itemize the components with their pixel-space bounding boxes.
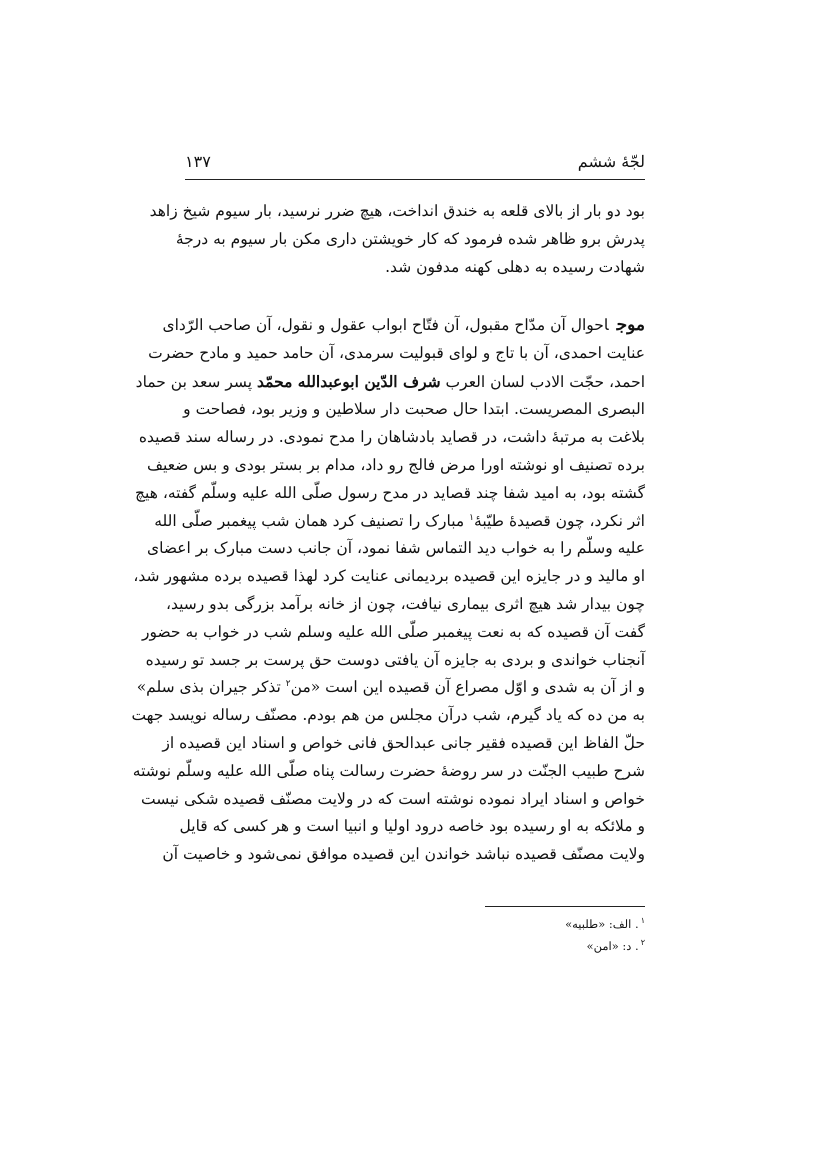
paragraph-line xyxy=(154,508,645,536)
paragraph-line: چون بیدار شد هیچ اثری بیماری نیافت، چون از خانه برآمد بزرگی بدو رسید، xyxy=(165,594,645,613)
paragraph-1 xyxy=(149,198,645,281)
paragraph-line: شرح طبیب الجنّت در سر روضهٔ حضرت رسالت پناه صلّی الله علیه وسلّم نوشته xyxy=(132,761,645,780)
paragraph-line: پدرش برو ظاهر شده فرمود که کار خویشتن داری مکن بار سیوم به درجهٔ xyxy=(175,229,645,248)
footnote-text: . د: «امن» xyxy=(586,939,639,953)
page-number: ۱۳۷ xyxy=(185,152,211,171)
paragraph-line: ولایت مصنّف قصیده نباشد خواندن این قصیده موافق نمی‌شود و خاصیت آن xyxy=(162,845,645,864)
footnote-reference: ۱ xyxy=(469,512,475,523)
footnote-text: . الف: «طلبیه» xyxy=(565,917,639,931)
footnote-item xyxy=(485,935,645,957)
footnotes xyxy=(485,913,645,957)
paragraph-line: حلّ الفاظ این قصیده فقیر جانی عبدالحق فانی خواص و اسناد این قصیده از xyxy=(162,733,645,752)
person-name-bold: شرف الدّین ابوعبدالله محمّد xyxy=(256,371,441,391)
paragraph-line: شهادت رسیده به دهلی کهنه مدفون شد. xyxy=(385,257,645,276)
footnote-reference: ۲ xyxy=(285,679,291,690)
paragraph-line: آنجناب خواندی و بردی به جایزه آن یافتی دوست حق پرست بر جسد تو رسیده xyxy=(145,650,645,669)
footnote-item xyxy=(485,913,645,935)
paragraph-line: بود دو بار از بالای قلعه به خندق انداخت، هیچ ضرر نرسید، بار سیوم شیخ زاهد xyxy=(149,202,645,220)
paragraph-line: برده تصنیف او نوشته اورا مرض فالج رو داد، مدام بر بستر بودی و بس ضعیف xyxy=(146,455,645,474)
section-lead-word: موج xyxy=(616,315,645,335)
footnote-divider xyxy=(485,906,645,907)
paragraph-text: پسر سعد بن حماد xyxy=(135,372,253,391)
paragraph-line: به من ده که یاد گیرم، شب درآن مجلس من هم بودم. مصنّف رساله نویسد جهت xyxy=(131,706,645,725)
footnote-number: ۱ xyxy=(640,916,645,926)
running-header xyxy=(185,152,645,176)
paragraph-line: خواص و اسناد ایراد نموده نوشته است که در ولایت مصنّف قصیده شکی نیست xyxy=(141,789,645,808)
paragraph-line xyxy=(136,674,645,702)
paragraph-text: تذکر جیران بذی سلم» xyxy=(136,678,281,697)
paragraph-line: علیه وسلّم را به خواب دید التماس شفا نمود، آن جانب دست مبارک بر اعضای xyxy=(147,539,645,558)
paragraph-text: و از آن به شدی و اوّل مصراع آن قصیده این است «من xyxy=(290,678,645,697)
paragraph-line: و ملائکه به او رسیده بود خاصه درود اولیا و انبیا است و هر کسی که قایل xyxy=(179,817,645,836)
paragraph-text: احوال آن مدّاح مقبول، آن فتّاح ابواب عقول و نقول، آن صاحب الرّدای xyxy=(162,316,609,334)
chapter-title: لجّهٔ ششم xyxy=(577,152,645,171)
paragraph-line: البصری المصریست. ابتدا حال صحبت دار سلاطین و وزیر بود، فصاحت و xyxy=(183,400,645,419)
footnote-number: ۲ xyxy=(640,938,645,948)
paragraph-text: احمد، حجّت الادب لسان العرب xyxy=(445,372,645,391)
paragraph-line xyxy=(135,368,645,397)
paragraph-2 xyxy=(131,312,645,869)
paragraph-line: او مالید و در جایزه این قصیده بردیمانی عنایت کرد لهذا قصیده برده مشهور شد، xyxy=(133,567,645,586)
header-divider xyxy=(185,179,645,180)
paragraph-line: عنایت احمدی، آن با تاج و لوای قبولیت سرمدی، آن حامد حمید و مادح حضرت xyxy=(148,343,645,362)
paragraph-line: بلاغت به مرتبهٔ داشت، در قصاید بادشاهان را مدح نمودی. در رساله سند قصیده xyxy=(138,428,645,447)
paragraph-line: گفت آن قصیده که به نعت پیغمبر صلّی الله علیه وسلم شب در خواب به حضور xyxy=(142,622,645,641)
paragraph-text: اثر نکرد، چون قصیدهٔ طیّبهٔ xyxy=(474,511,645,530)
paragraph-text: مبارک را تصنیف کرد همان شب پیغمبر صلّی الله xyxy=(154,511,465,530)
paragraph-line: گشته بود، به امید شفا چند قصاید در مدح رسول صلّی الله علیه وسلّم گفته، هیچ xyxy=(135,483,645,502)
paragraph-line xyxy=(162,312,645,340)
